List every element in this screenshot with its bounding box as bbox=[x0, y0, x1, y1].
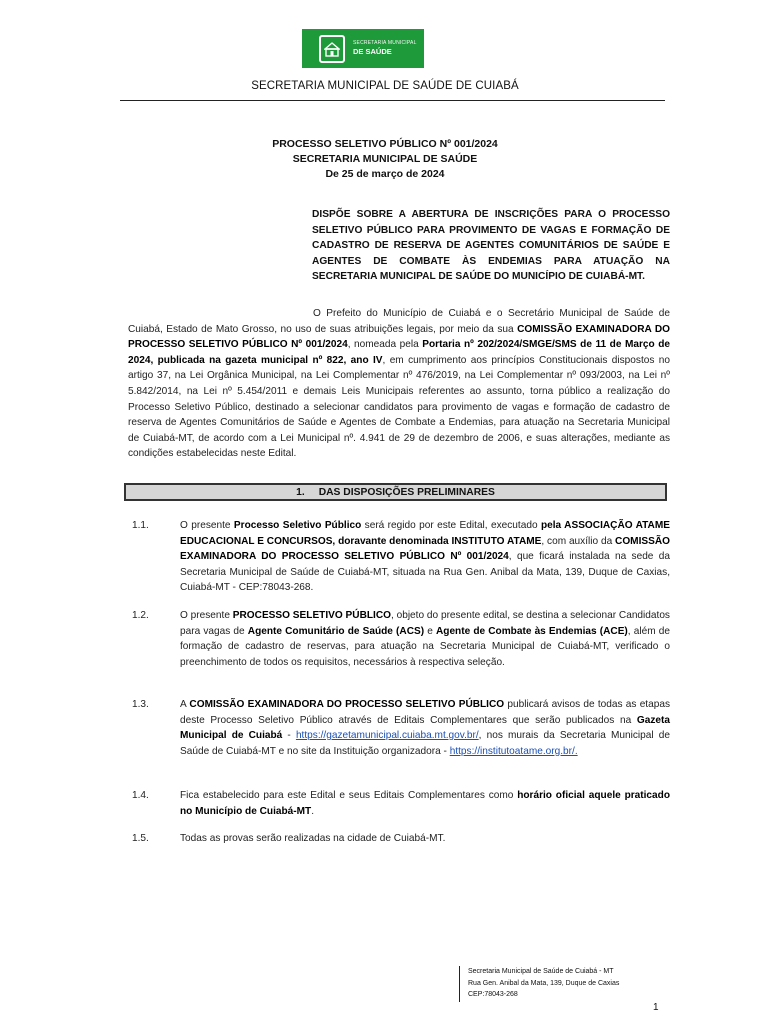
header-title: SECRETARIA MUNICIPAL DE SAÚDE DE CUIABÁ bbox=[251, 80, 519, 92]
section-title: DAS DISPOSIÇÕES PRELIMINARES bbox=[318, 486, 495, 498]
logo-text bbox=[353, 41, 417, 56]
heading-line2: SECRETARIA MUNICIPAL DE SAÚDE bbox=[292, 153, 478, 165]
instituto-link[interactable]: https://institutoatame.org.br/. bbox=[449, 745, 578, 757]
clause-number: 1.2. bbox=[132, 610, 149, 621]
logo-line1: SECRETARIA MUNICIPAL bbox=[353, 40, 417, 47]
heading-line1: PROCESSO SELETIVO PÚBLICO Nº 001/2024 bbox=[272, 138, 498, 150]
secretaria-logo bbox=[302, 29, 424, 68]
footer-line2: Rua Gen. Anibal da Mata, 139, Duque de Caxias bbox=[468, 979, 620, 987]
section-header bbox=[124, 483, 667, 501]
clause-number: 1.1. bbox=[132, 520, 149, 531]
clause-text: Fica estabelecido para este Edital e seus Editais Complementares como horário oficial aquele praticado no Município de Cuiabá-MT. bbox=[180, 790, 670, 817]
clause-number: 1.4. bbox=[132, 790, 149, 801]
section-number: 1. bbox=[296, 486, 305, 498]
footer-line1: Secretaria Municipal de Saúde de Cuiabá - MT bbox=[468, 968, 614, 975]
clause-number: 1.5. bbox=[132, 833, 149, 844]
page-number: 1 bbox=[653, 1002, 659, 1013]
footer-line3: CEP:78043-268 bbox=[468, 991, 518, 998]
page-footer bbox=[459, 966, 669, 1002]
document-heading bbox=[0, 137, 770, 182]
gazeta-link[interactable]: https://gazetamunicipal.cuiaba.mt.gov.br/ bbox=[295, 730, 479, 741]
clause-text: A COMISSÃO EXAMINADORA DO PROCESSO SELETIVO PÚBLICO publicará avisos de todas as etapas deste Processo Seletivo Público através de Editais Complementares que serão publicados na Gazeta Municipal de Cuiabá - https://gazetamunicipal.cuiaba.mt.gov.br/, nos murais da Secretaria Municipal de Saúde de Cuiabá-MT e no site da Instituição organizadora - https://institutoatame.org.br/. bbox=[180, 699, 671, 757]
clause-text: Todas as provas serão realizadas na cidade de Cuiabá-MT. bbox=[180, 833, 446, 844]
clause-1-5 bbox=[128, 831, 670, 847]
heading-date: De 25 de março de 2024 bbox=[325, 168, 445, 180]
intro-paragraph: O Prefeito do Município de Cuiabá e o Secretário Municipal de Saúde de Cuiabá, Estado de Mato Grosso, no uso de suas atribuições legais, por meio da sua COMISSÃO EXAMINADORA DO PROCESSO SELETIVO PÚBLICO Nº 001/2024, nomeada pela Portaria nº 202/2024/SMGE/SMS de 11 de Março de 2024, publicada na gazeta municipal nº 822, ano IV, em cumprimento aos princípios Constitucionais dispostos no artigo 37, na Lei Orgânica Municipal, na Lei Complementar nº 476/2019, na Lei Complementar nº 093/2003, na Lei nº 5.842/2014, na Lei nº 5.454/2011 e demais Leis Municipais referentes ao assunto, torna público a realização do Processo Seletivo Público, destinado a selecionar candidatos para provimento de vagas e formação de cadastro de reserva de Agentes Comunitários de Saúde e Agentes de Combate a Endemias, para atuação na Secretaria Municipal de Cuiabá-MT, de acordo com a Lei Municipal nº. 4.941 de 29 de dezembro de 2006, e suas alterações, mediante as condições estabelecidas neste Edital. bbox=[128, 308, 670, 460]
clause-1-4 bbox=[128, 788, 670, 819]
clause-1-1 bbox=[128, 518, 670, 596]
document-subject: DISPÕE SOBRE A ABERTURA DE INSCRIÇÕES PARA O PROCESSO SELETIVO PÚBLICO PARA PROVIMENTO DE VAGAS E FORMAÇÃO DE CADASTRO DE RESERVA DE AGENTES COMUNITÁRIOS DE SAÚDE E AGENTES DE COMBATE ÀS ENDEMIAS PARA ATUAÇÃO NA SECRETARIA MUNICIPAL DE SAÚDE DO MUNICÍPIO DE CUIABÁ-MT. bbox=[312, 209, 670, 282]
clause-number: 1.3. bbox=[132, 699, 149, 710]
clause-1-2 bbox=[128, 608, 670, 670]
clause-text: O presente Processo Seletivo Público será regido por este Edital, executado pela ASSOCIAÇÃO ATAME EDUCACIONAL E CONCURSOS, doravante denominada INSTITUTO ATAME, com auxílio da COMISSÃO EXAMINADORA DO PROCESSO SELETIVO PÚBLICO Nº 001/2024, que ficará instalada na sede da Secretaria Municipal de Saúde de Cuiabá-MT, situada na Rua Gen. Anibal da Mata, 139, Duque de Caxias, Cuiabá-MT - CEP:78043-268. bbox=[180, 520, 671, 593]
city-emblem-icon bbox=[319, 35, 345, 63]
header-divider bbox=[120, 100, 665, 101]
clause-1-3 bbox=[128, 697, 670, 759]
clause-text: O presente PROCESSO SELETIVO PÚBLICO, objeto do presente edital, se destina a selecionar Candidatos para vagas de Agente Comunitário de Saúde (ACS) e Agente de Combate às Endemias (ACE), além de formação de cadastro de reservas, para atuação na Secretaria Municipal de Cuiabá-MT, verificado o preenchimento de todos os requisitos, necessários à respectiva seleção. bbox=[180, 610, 670, 668]
logo-line2: DE SAÚDE bbox=[353, 47, 392, 57]
